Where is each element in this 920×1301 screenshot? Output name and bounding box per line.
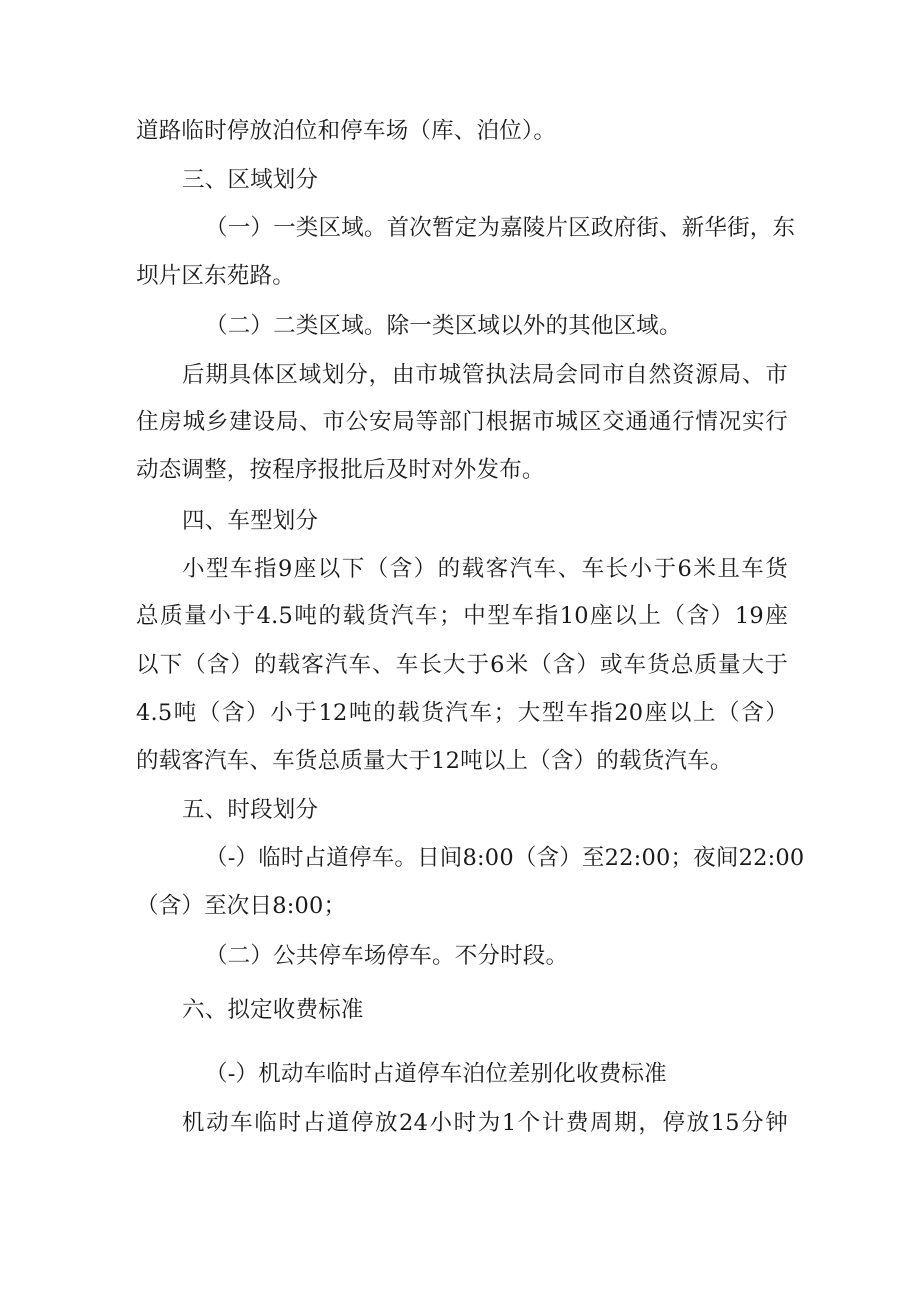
section-heading: 六、拟定收费标准 (182, 997, 364, 1023)
paragraph-line: 4.5吨（含）小于12吨的载货汽车；大型车指20座以上（含） (136, 700, 788, 726)
paragraph-line: 小型车指9座以下（含）的载客汽车、车长小于6米且车货 (182, 556, 788, 582)
section-heading: 四、车型划分 (182, 508, 319, 534)
paragraph-line: （一）一类区域。首次暂定为嘉陵片区政府街、新华街，东 (205, 215, 796, 241)
paragraph-line: （-）临时占道停车。日间8:00（含）至22:00；夜间22:00 (205, 845, 805, 871)
section-heading: 五、时段划分 (182, 797, 319, 823)
paragraph-line: 总质量小于4.5吨的载货汽车；中型车指10座以上（含）19座 (136, 603, 788, 629)
paragraph-line: 动态调整，按程序报批后及时对外发布。 (136, 457, 545, 483)
paragraph-line: 坝片区东苑路。 (136, 263, 295, 289)
section-heading: 三、区域划分 (182, 167, 319, 193)
paragraph-line: 住房城乡建设局、市公安局等部门根据市城区交通通行情况实行 (136, 409, 788, 435)
paragraph-line: 后期具体区域划分，由市城管执法局会同市自然资源局、市 (182, 362, 788, 388)
paragraph-line: 以下（含）的载客汽车、车长大于6米（含）或车货总质量大于 (136, 652, 788, 678)
paragraph-line: 的载客汽车、车货总质量大于12吨以上（含）的载货汽车。 (136, 748, 733, 774)
paragraph-line: 机动车临时占道停放24小时为1个计费周期，停放15分钟 (182, 1110, 788, 1136)
paragraph-line: （含）至次日8:00； (136, 893, 347, 919)
paragraph-line: （二）二类区域。除一类区域以外的其他区域。 (205, 313, 682, 339)
subsection-heading: （-）机动车临时占道停车泊位差别化收费标准 (205, 1061, 667, 1087)
paragraph-line: （二）公共停车场停车。不分时段。 (205, 943, 569, 969)
paragraph-line: 道路临时停放泊位和停车场（库、泊位）。 (136, 118, 557, 144)
